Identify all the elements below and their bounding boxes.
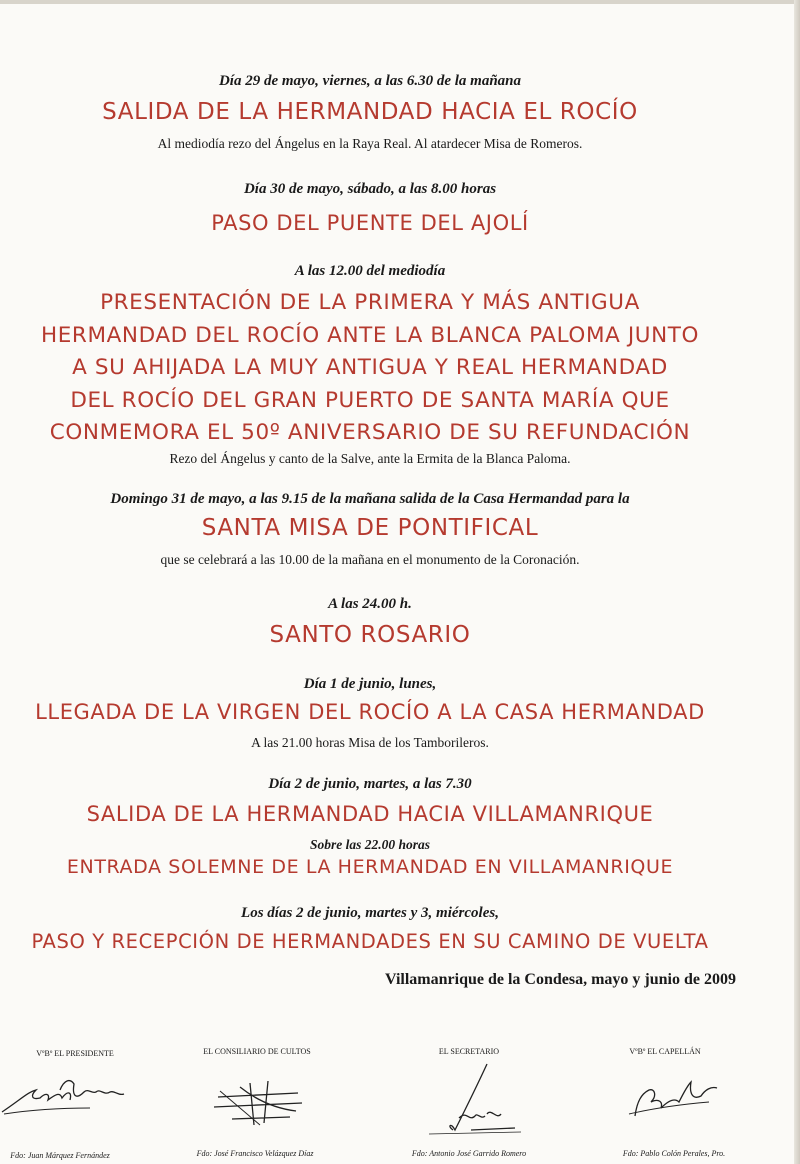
- signature-name-chaplain: Fdo: Pablo Colón Perales, Pro.: [622, 1149, 726, 1158]
- event-8-title: PASO Y RECEPCIÓN DE HERMANDADES EN SU CAMINO DE VUELTA: [31, 930, 709, 953]
- page-right-edge: [794, 0, 800, 1164]
- signature-name-president: Fdo: Juan Márquez Fernández: [10, 1151, 110, 1160]
- event-1-note: Al mediodía rezo del Ángelus en la Raya Real. Al atardecer Misa de Romeros.: [157, 136, 583, 151]
- event-3-title-line-1: PRESENTACIÓN DE LA PRIMERA Y MÁS ANTIGUA: [100, 290, 640, 315]
- event-7-date: Día 2 de junio, martes, a las 7.30: [268, 776, 472, 792]
- event-5-title: SANTO ROSARIO: [269, 622, 471, 648]
- event-2-date: Día 30 de mayo, sábado, a las 8.00 horas: [243, 181, 497, 197]
- event-4-date: Domingo 31 de mayo, a las 9.15 de la mañana salida de la Casa Hermandad para la: [110, 491, 630, 507]
- event-5-date: A las 24.00 h.: [328, 596, 412, 612]
- event-7-title: SALIDA DE LA HERMANDAD HACIA VILLAMANRIQUE: [86, 802, 654, 826]
- event-3-title-line-2: HERMANDAD DEL ROCÍO ANTE LA BLANCA PALOMA JUNTO: [40, 322, 700, 348]
- event-4-note: que se celebrará a las 10.00 de la mañana en el monumento de la Coronación.: [160, 552, 580, 567]
- event-6-note: A las 21.00 horas Misa de los Tamborileros.: [251, 735, 489, 750]
- event-3-title-line-5: CONMEMORA EL 50º ANIVERSARIO DE SU REFUNDACIÓN: [49, 420, 691, 445]
- signature-role-secretary: EL SECRETARIO: [438, 1047, 500, 1056]
- event-3-title-line-3: A SU AHIJADA LA MUY ANTIGUA Y REAL HERMANDAD: [72, 355, 668, 380]
- event-2-title: PASO DEL PUENTE DEL AJOLÍ: [211, 211, 529, 235]
- signature-consiliario-image: [210, 1073, 310, 1133]
- signature-president-image: [0, 1070, 140, 1130]
- signature-name-secretary: Fdo: Antonio José Garrido Romero: [411, 1149, 527, 1158]
- signature-secretary-image: [425, 1060, 525, 1140]
- page-top-edge: [0, 0, 800, 4]
- event-6-title: LLEGADA DE LA VIRGEN DEL ROCÍO A LA CASA HERMANDAD: [35, 700, 705, 724]
- event-3-note: Rezo del Ángelus y canto de la Salve, ante la Ermita de la Blanca Paloma.: [169, 451, 571, 466]
- event-1-date: Día 29 de mayo, viernes, a las 6.30 de la mañana: [218, 73, 522, 89]
- place-and-date: Villamanrique de la Condesa, mayo y junio de 2009: [385, 971, 736, 988]
- event-7-subtitle: ENTRADA SOLEMNE DE LA HERMANDAD EN VILLAMANRIQUE: [66, 856, 674, 878]
- event-1-title: SALIDA DE LA HERMANDAD HACIA EL ROCÍO: [102, 99, 638, 125]
- event-3-title: [0, 287, 740, 450]
- signature-role-chaplain: VºBº EL CAPELLÁN: [629, 1047, 701, 1056]
- signature-role-consiliario: EL CONSILIARIO DE CULTOS: [203, 1047, 311, 1056]
- event-3-title-line-4: DEL ROCÍO DEL GRAN PUERTO DE SANTA MARÍA QUE: [70, 387, 670, 413]
- signature-chaplain-image: [625, 1072, 725, 1132]
- event-7-subdate: Sobre las 22.00 horas: [309, 837, 431, 852]
- event-4-title: SANTA MISA DE PONTIFICAL: [201, 515, 539, 541]
- event-8-date: Los días 2 de junio, martes y 3, miércoles,: [241, 905, 499, 921]
- signature-name-consiliario: Fdo: José Francisco Velázquez Díaz: [196, 1149, 314, 1158]
- event-6-date: Día 1 de junio, lunes,: [303, 676, 437, 692]
- signature-role-president: VºBº EL PRESIDENTE: [36, 1049, 114, 1058]
- event-3-date: A las 12.00 del mediodía: [294, 263, 446, 279]
